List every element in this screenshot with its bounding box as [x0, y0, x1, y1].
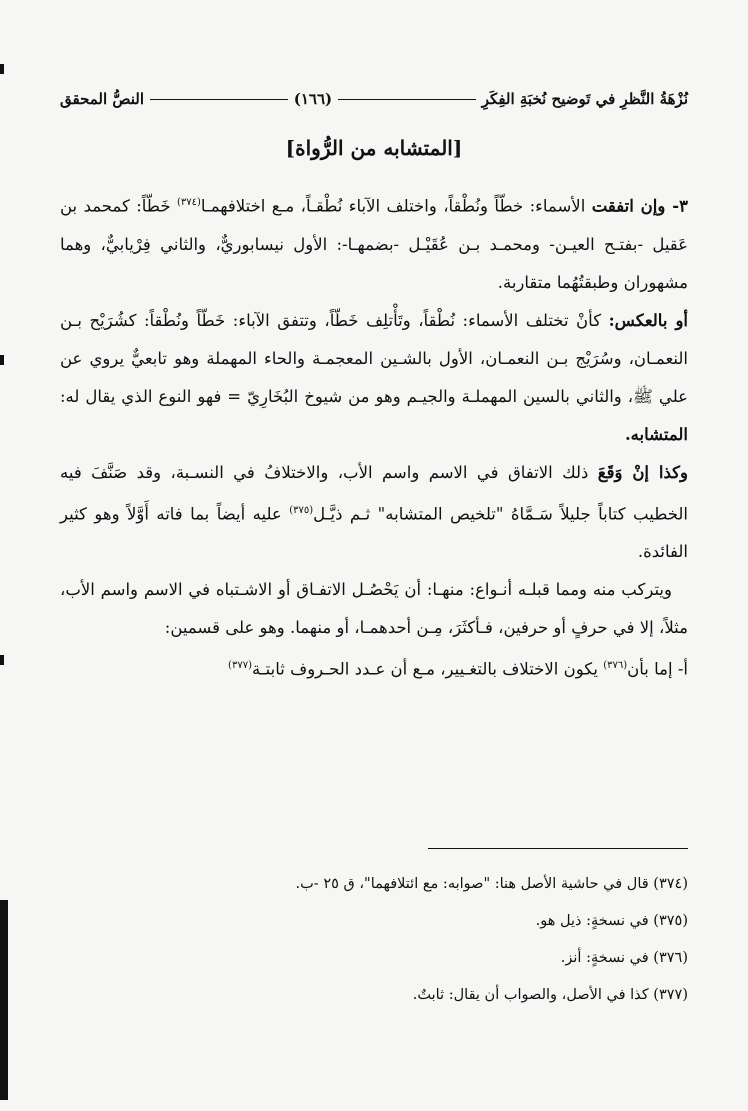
paragraph: [60, 454, 688, 572]
footnote-separator: [428, 848, 688, 849]
paragraph: [60, 302, 688, 454]
left-edge-bar: [0, 900, 8, 1100]
running-header: [60, 84, 688, 114]
paragraph-lead: ٣- وإن اتفقت: [591, 196, 688, 216]
paragraph-text: كأنْ تختلف الأسماء: نُطْقاً، وتَأْتلِف خَطّاً، وتتفق الآباء: خَطّاً ونُطْقاً: كشُرَيْح بـن النعمـان، وسُرَيْج بـن النعمـان، الأول بالشـين المعجمـة والحاء المهملة وهو تابعيٌّ يروي عن علي ﷺ، والثاني بالسين المهملـة والجيـم وهو من شيوخ البُخَارِيّ = فهو النوع الذي يقال له:: [60, 310, 688, 406]
footnote-ref: (٣٧٤): [176, 197, 201, 208]
paragraph: [60, 571, 688, 647]
page-number: (١٦٦): [293, 90, 333, 108]
paragraph-lead: وكذا إنْ وَقَعَ: [597, 462, 688, 482]
left-edge-mark: [0, 64, 4, 74]
paragraph-text: أ- إما بأن: [627, 659, 688, 679]
footnote: (٣٧٧) كذا في الأصل، والصواب أن يقال: ثابتٌ.: [412, 987, 688, 1003]
paragraph-text: ذلك الاتفاق في الاسم واسم الأب، والاختلافُ في النسـبة، وقد صَنَّفَ فيه الخطيب كتاباً جليلاً سَـمَّاهُ "تلخيص المتشابه" ثـم ذيَّـل: [60, 462, 688, 523]
header-rule: [338, 99, 476, 100]
footnote: (٣٧٦) في نسخةٍ: أنز.: [560, 950, 688, 966]
section-title: [المتشابه من الرُّواة]: [285, 136, 463, 160]
header-rule: [150, 99, 288, 100]
paragraph-text: خَطّاً: كمحمد بن عَقيل -بفتـح العيـن- ومحمـد بـن عُقَيْـل -بضمهـا-: الأول نيسابوريٌّ، والثاني فِرْيابيٌّ، وهما مشهوران وطبقتُهُما متقاربة.: [60, 196, 688, 292]
footnote: (٣٧٥) في نسخةٍ: ذيل هو.: [535, 913, 688, 929]
footnote-ref: (٣٧٦): [603, 660, 628, 671]
footnote-ref: (٣٧٧): [228, 660, 252, 671]
term-highlight: المتشابه.: [624, 424, 688, 444]
footnote-ref: (٣٧٥): [289, 504, 314, 516]
left-edge-mark: [0, 355, 4, 365]
paragraph-text: الأسماء: خطّاً ونُطْقاً، واختلف الآباء نُطْقـاً، مـع اختلافهمـا: [200, 196, 592, 216]
footnotes: [60, 866, 688, 1014]
footnote: (٣٧٤) قال في حاشية الأصل هنا: "صوابه: مع ائتلافهما"، ق ٢٥ -ب.: [295, 876, 688, 892]
book-title: نُزْهَةُ النَّظرِ في تَوضيح نُخبَةِ الفِكَرِ: [481, 90, 688, 108]
section-name: النصُّ المحقق: [59, 90, 145, 108]
paragraph-lead: أو بالعكس:: [608, 310, 688, 330]
left-edge-mark: [0, 655, 4, 665]
paragraph-text: ويتركب منه ومما قبلـه أنـواع: منهـا: أن يَحْصُـل الاتفـاق أو الاشـتباه في الاسم واسم الأب، مثلاً، إلا في حرفٍ أو حرفين، فـأكثَرَ، مِـن أحدهمـا، أو منهما. وهو على قسمين:: [60, 580, 688, 637]
paragraph-text: عليه أيضاً بما فاته أَوَّلاً وهو كثير الفائدة.: [60, 504, 688, 561]
paragraph: [60, 184, 688, 302]
main-text: [60, 184, 688, 689]
paragraph: [60, 647, 688, 689]
paragraph-text: يكون الاختلاف بالتغـيير، مـع أن عـدد الحـروف ثابتـة: [251, 659, 604, 679]
